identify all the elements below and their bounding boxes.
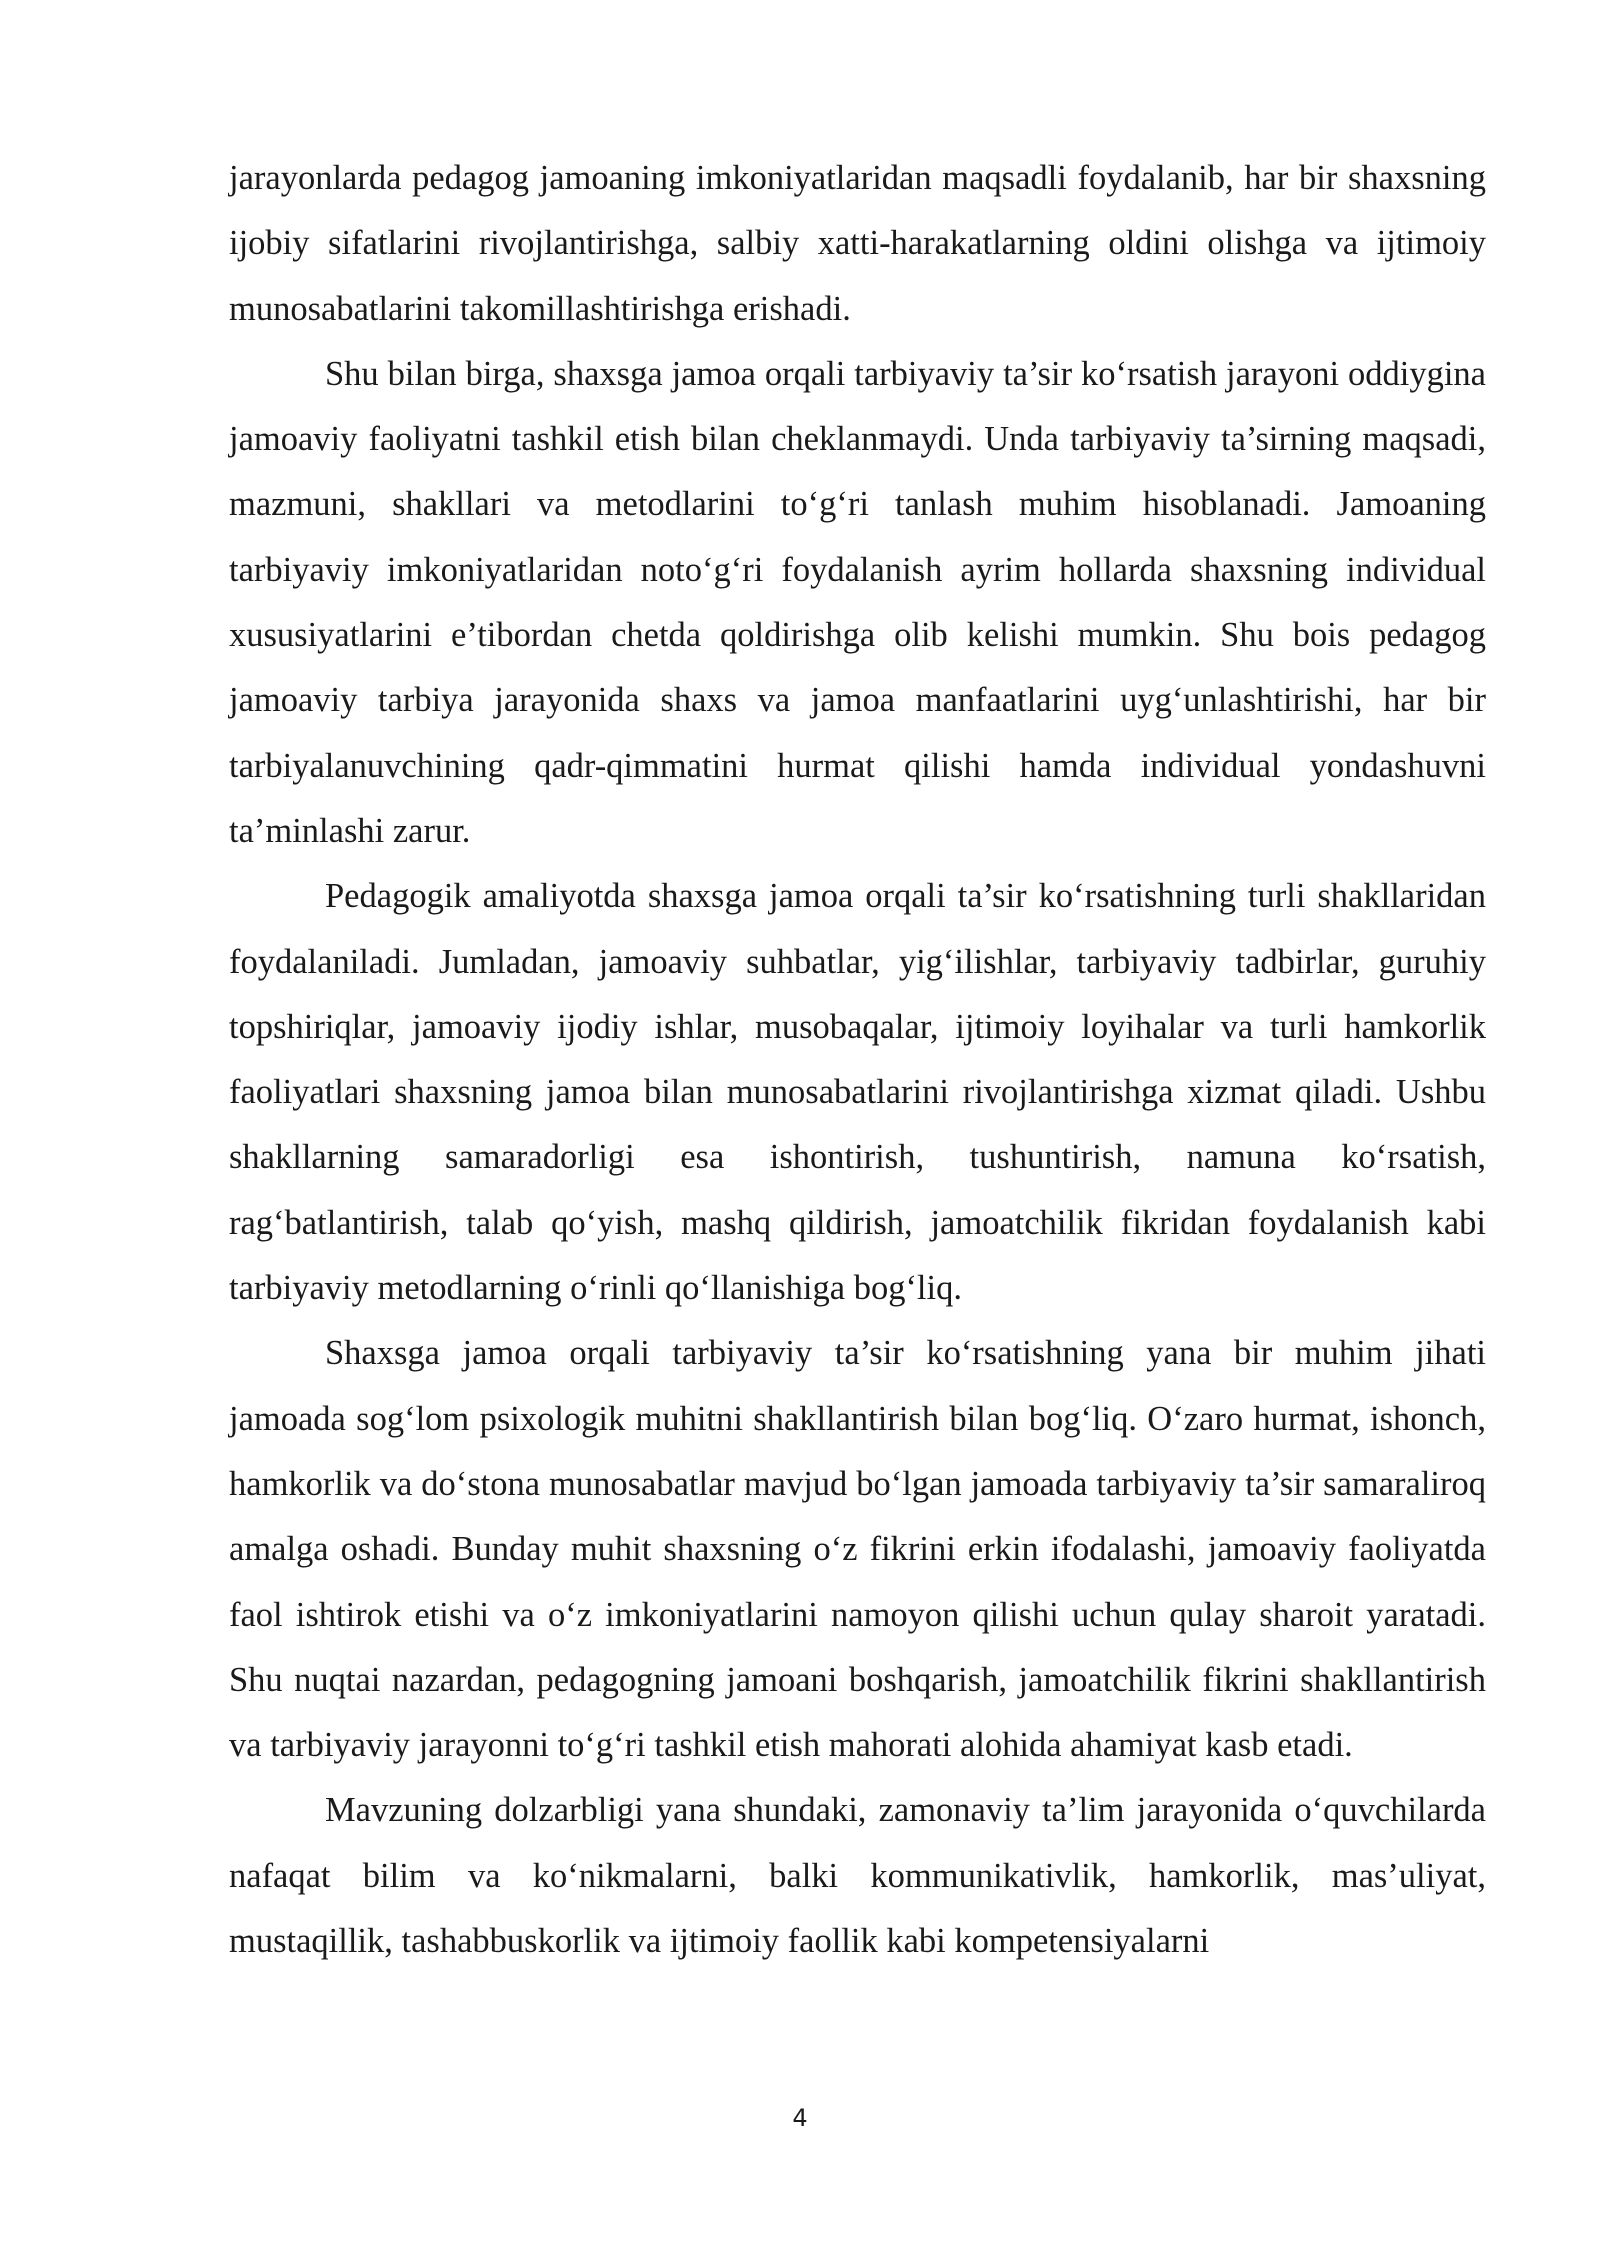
paragraph-truncated: Mavzuning dolzarbligi yana shundaki, zamonaviy ta’lim jarayonida o‘quvchilarda nafaqat bilim va ko‘nikmalarni, balki kommunikativlik, hamkorlik, mas’uliyat, mustaqillik, tashabbuskorlik va ijtimoiy faollik kabi kompetensiyalarni — [229, 1791, 1486, 1961]
paragraph-continuation: jarayonlarda pedagog jamoaning imkoniyatlaridan maqsadli foydalanib, har bir shaxsning ijobiy sifatlarini rivojlantirishga, salbiy xatti-harakatlarning oldini olishga va ijtimoiy munosabatlarini takomillashtirishga erishadi. — [229, 159, 1486, 328]
paragraph: Pedagogik amaliyotda shaxsga jamoa orqali ta’sir ko‘rsatishning turli shakllaridan foydalaniladi. Jumladan, jamoaviy suhbatlar, yig‘ilishlar, tarbiyaviy tadbirlar, guruhiy topshiriqlar, jamoaviy ijodiy ishlar, musobaqalar, ijtimoiy loyihalar va turli hamkorlik faoliyatlari shaxsning jamoa bilan munosabatlarini rivojlantirishga xizmat qiladi. Ushbu shakllarning samaradorligi esa ishontirish, tushuntirish, namuna ko‘rsatish, rag‘batlantirish, talab qo‘yish, mashq qildirish, jamoatchilik fikridan foydalanish kabi tarbiyaviy metodlarning o‘rinli qo‘llanishiga bog‘liq. — [229, 877, 1486, 1308]
document-body — [229, 146, 1486, 1974]
paragraph: Shu bilan birga, shaxsga jamoa orqali tarbiyaviy ta’sir ko‘rsatish jarayoni oddiygina jamoaviy faoliyatni tashkil etish bilan cheklanmaydi. Unda tarbiyaviy ta’sirning maqsadi, mazmuni, shakllari va metodlarini to‘g‘ri tanlash muhim hisoblanadi. Jamoaning tarbiyaviy imkoniyatlaridan noto‘g‘ri foydalanish ayrim hollarda shaxsning individual xususiyatlarini e’tibordan chetda qoldirishga olib kelishi mumkin. Shu bois pedagog jamoaviy tarbiya jarayonida shaxs va jamoa manfaatlarini uyg‘unlashtirishi, har bir tarbiyalanuvchining qadr-qimmatini hurmat qilishi hamda individual yondashuvni ta’minlashi zarur. — [229, 354, 1486, 850]
page-number: 4 — [792, 2104, 808, 2132]
paragraph: Shaxsga jamoa orqali tarbiyaviy ta’sir ko‘rsatishning yana bir muhim jihati jamoada sog‘lom psixologik muhitni shakllantirish bilan bog‘liq. O‘zaro hurmat, ishonch, hamkorlik va do‘stona munosabatlar mavjud bo‘lgan jamoada tarbiyaviy ta’sir samaraliroq amalga oshadi. Bunday muhit shaxsning o‘z fikrini erkin ifodalashi, jamoaviy faoliyatda faol ishtirok etishi va o‘z imkoniyatlarini namoyon qilishi uchun qulay sharoit yaratadi. Shu nuqtai nazardan, pedagogning jamoani boshqarish, jamoatchilik fikrini shakllantirish va tarbiyaviy jarayonni to‘g‘ri tashkil etish mahorati alohida ahamiyat kasb etadi. — [229, 1334, 1486, 1765]
